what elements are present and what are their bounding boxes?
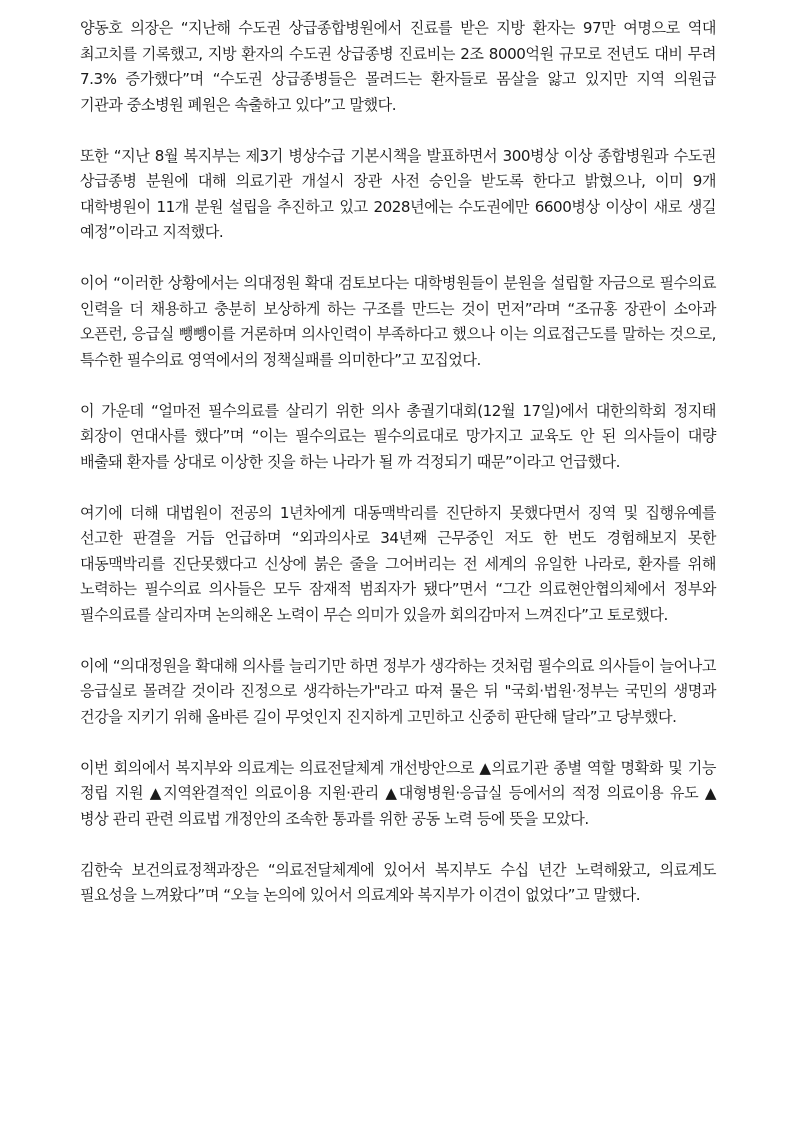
paragraph-3: 이어 “이러한 상황에서는 의대정원 확대 검토보다는 대학병원들이 분원을 설립할 자금으로 필수의료 인력을 더 채용하고 충분히 보상하게 하는 구조를 만드는 것이 먼저”라며 “조규홍 장관이 소아과 오픈런, 응급실 뺑뺑이를 거론하며 의사인력이 부족하다고 했으나 이는 의료접근도를 말하는 것으로, 특수한 필수의료 영역에서의 정책실패를 의미한다”고 꼬집었다. bbox=[80, 274, 716, 369]
article-body bbox=[80, 16, 716, 934]
paragraph-7: 이번 회의에서 복지부와 의료계는 의료전달체계 개선방안으로 ▲의료기관 종별 역할 명확화 및 기능 정립 지원 ▲지역완결적인 의료이용 지원·관리 ▲대형병원·응급실 등에서의 적정 의료이용 유도 ▲병상 관리 관련 의료법 개정안의 조속한 통과를 위한 공동 노력 등에 뜻을 모았다. bbox=[80, 758, 716, 828]
paragraph-5: 여기에 더해 대법원이 전공의 1년차에게 대동맥박리를 진단하지 못했다면서 징역 및 집행유예를 선고한 판결을 거듭 언급하며 “외과의사로 34년째 근무중인 저도 한 번도 경험해보지 못한 대동맥박리를 진단못했다고 신상에 붉은 줄을 그어버리는 전 세계의 유일한 나라로, 환자를 위해 노력하는 필수의료 의사들은 모두 잠재적 범죄자가 됐다”면서 “그간 의료현안협의체에서 정부와 필수의료를 살리자며 논의해온 노력이 무슨 의미가 있을까 회의감마저 느껴진다”고 토로했다. bbox=[80, 503, 716, 625]
paragraph-1: 양동호 의장은 “지난해 수도권 상급종합병원에서 진료를 받은 지방 환자는 97만 여명으로 역대 최고치를 기록했고, 지방 환자의 수도권 상급종병 진료비는 2조 8000억원 규모로 전년도 대비 무려 7.3% 증가했다”며 “수도권 상급종병들은 몰려드는 환자들로 몸살을 앓고 있지만 지역 의원급 기관과 중소병원 폐원은 속출하고 있다”고 말했다. bbox=[80, 19, 716, 114]
paragraph-2: 또한 “지난 8월 복지부는 제3기 병상수급 기본시책을 발표하면서 300병상 이상 종합병원과 수도권 상급종병 분원에 대해 의료기관 개설시 장관 사전 승인을 받도록 한다고 밝혔으나, 이미 9개 대학병원이 11개 분원 설립을 추진하고 있고 2028년에는 수도권에만 6600병상 이상이 새로 생길 예정”이라고 지적했다. bbox=[80, 146, 716, 242]
paragraph-4: 이 가운데 “얼마전 필수의료를 살리기 위한 의사 총궐기대회(12월 17일)에서 대한의학회 정지태 회장이 연대사를 했다”며 “이는 필수의료는 필수의료대로 망가지고 교육도 안 된 의사들이 대량 배출돼 환자를 상대로 이상한 짓을 하는 나라가 될 까 걱정되기 때문”이라고 언급했다. bbox=[80, 401, 716, 471]
paragraph-6: 이에 “의대정원을 확대해 의사를 늘리기만 하면 정부가 생각하는 것처럼 필수의료 의사들이 늘어나고 응급실로 몰려갈 것이라 진정으로 생각하는가"라고 따져 물은 뒤 "국회·법원·정부는 국민의 생명과 건강을 지키기 위해 올바른 길이 무엇인지 진지하게 고민하고 신중히 판단해 달라”고 당부했다. bbox=[80, 656, 716, 726]
paragraph-8: 김한숙 보건의료정책과장은 “의료전달체계에 있어서 복지부도 수십 년간 노력해왔고, 의료계도 필요성을 느껴왔다”며 “오늘 논의에 있어서 의료계와 복지부가 이견이 없었다”고 말했다. bbox=[80, 860, 716, 905]
